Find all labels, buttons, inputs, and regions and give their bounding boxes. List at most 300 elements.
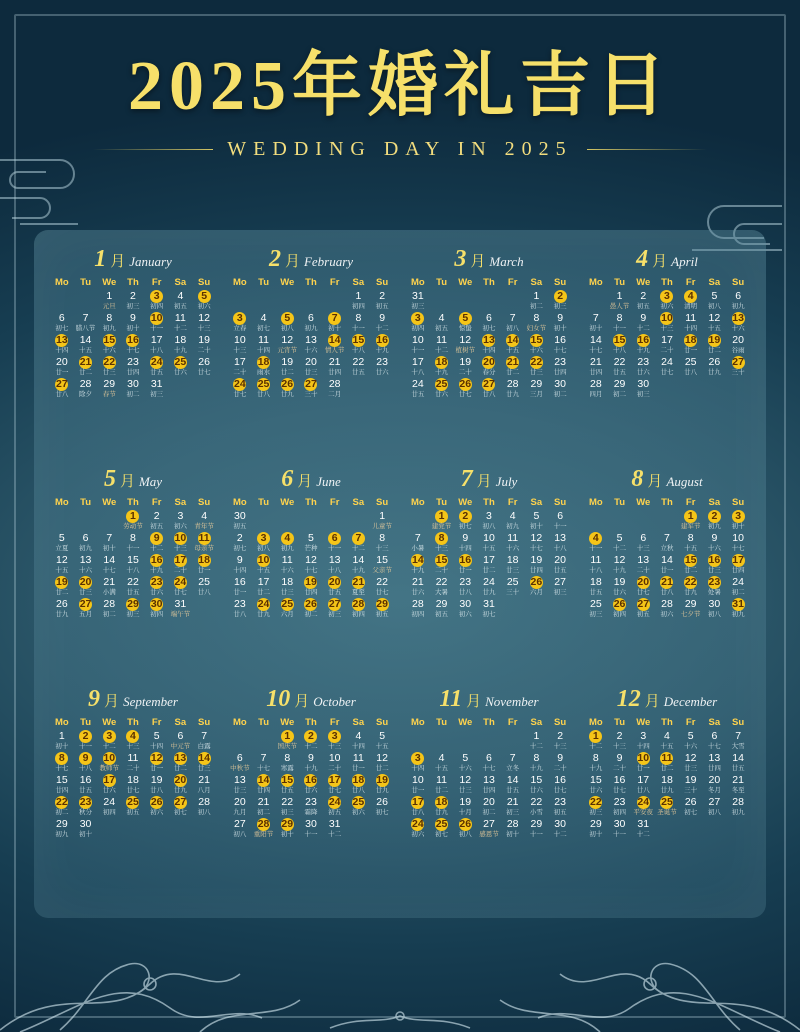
day-cell[interactable] [74, 598, 98, 620]
day-cell[interactable] [74, 730, 98, 752]
day-cell[interactable] [548, 730, 572, 752]
day-cell[interactable] [631, 576, 655, 598]
day-cell[interactable] [726, 554, 750, 576]
day-cell[interactable] [584, 598, 608, 620]
day-cell[interactable] [169, 334, 193, 356]
day-cell[interactable] [370, 598, 394, 620]
day-cell[interactable] [192, 774, 216, 796]
day-cell[interactable] [299, 598, 323, 620]
day-cell[interactable] [525, 290, 549, 312]
day-cell[interactable] [406, 378, 430, 400]
day-cell[interactable] [430, 334, 454, 356]
day-cell[interactable] [608, 378, 632, 400]
day-cell[interactable] [74, 378, 98, 400]
day-cell[interactable] [299, 532, 323, 554]
day-cell[interactable] [370, 334, 394, 356]
day-cell[interactable] [145, 774, 169, 796]
day-cell[interactable] [370, 532, 394, 554]
day-cell[interactable] [548, 510, 572, 532]
day-cell[interactable] [347, 576, 371, 598]
day-cell[interactable] [453, 356, 477, 378]
day-cell[interactable] [501, 532, 525, 554]
day-cell[interactable] [726, 334, 750, 356]
day-cell[interactable] [477, 532, 501, 554]
day-cell[interactable] [97, 576, 121, 598]
day-cell[interactable] [655, 290, 679, 312]
day-cell[interactable] [74, 752, 98, 774]
day-cell[interactable] [169, 752, 193, 774]
day-cell[interactable] [608, 752, 632, 774]
day-cell[interactable] [525, 378, 549, 400]
day-cell[interactable] [584, 378, 608, 400]
day-cell[interactable] [608, 796, 632, 818]
day-cell[interactable] [525, 356, 549, 378]
day-cell[interactable] [228, 334, 252, 356]
day-cell[interactable] [50, 378, 74, 400]
day-cell[interactable] [121, 510, 145, 532]
day-cell[interactable] [501, 752, 525, 774]
day-cell[interactable] [430, 532, 454, 554]
day-cell[interactable] [525, 796, 549, 818]
day-cell[interactable] [501, 818, 525, 840]
day-cell[interactable] [347, 554, 371, 576]
day-cell[interactable] [192, 554, 216, 576]
day-cell[interactable] [584, 752, 608, 774]
day-cell[interactable] [608, 774, 632, 796]
day-cell[interactable] [74, 334, 98, 356]
day-cell[interactable] [679, 554, 703, 576]
day-cell[interactable] [501, 378, 525, 400]
day-cell[interactable] [548, 576, 572, 598]
day-cell[interactable] [584, 532, 608, 554]
day-cell[interactable] [74, 774, 98, 796]
day-cell[interactable] [50, 576, 74, 598]
day-cell[interactable] [275, 796, 299, 818]
day-cell[interactable] [145, 576, 169, 598]
day-cell[interactable] [121, 796, 145, 818]
day-cell[interactable] [228, 312, 252, 334]
day-cell[interactable] [726, 312, 750, 334]
day-cell[interactable] [97, 312, 121, 334]
day-cell[interactable] [370, 796, 394, 818]
day-cell[interactable] [525, 334, 549, 356]
day-cell[interactable] [501, 774, 525, 796]
day-cell[interactable] [406, 796, 430, 818]
day-cell[interactable] [453, 334, 477, 356]
day-cell[interactable] [726, 730, 750, 752]
day-cell[interactable] [252, 752, 276, 774]
day-cell[interactable] [192, 532, 216, 554]
day-cell[interactable] [50, 334, 74, 356]
day-cell[interactable] [548, 796, 572, 818]
day-cell[interactable] [50, 730, 74, 752]
day-cell[interactable] [477, 356, 501, 378]
day-cell[interactable] [145, 356, 169, 378]
day-cell[interactable] [50, 554, 74, 576]
day-cell[interactable] [655, 532, 679, 554]
day-cell[interactable] [501, 356, 525, 378]
day-cell[interactable] [145, 752, 169, 774]
day-cell[interactable] [631, 796, 655, 818]
day-cell[interactable] [323, 334, 347, 356]
day-cell[interactable] [121, 532, 145, 554]
day-cell[interactable] [584, 334, 608, 356]
day-cell[interactable] [501, 796, 525, 818]
day-cell[interactable] [584, 356, 608, 378]
day-cell[interactable] [192, 334, 216, 356]
day-cell[interactable] [608, 312, 632, 334]
day-cell[interactable] [145, 312, 169, 334]
day-cell[interactable] [703, 356, 727, 378]
day-cell[interactable] [679, 730, 703, 752]
day-cell[interactable] [726, 752, 750, 774]
day-cell[interactable] [145, 796, 169, 818]
day-cell[interactable] [631, 730, 655, 752]
day-cell[interactable] [50, 598, 74, 620]
day-cell[interactable] [299, 796, 323, 818]
day-cell[interactable] [655, 554, 679, 576]
day-cell[interactable] [430, 752, 454, 774]
day-cell[interactable] [97, 532, 121, 554]
day-cell[interactable] [525, 312, 549, 334]
day-cell[interactable] [608, 334, 632, 356]
day-cell[interactable] [275, 312, 299, 334]
day-cell[interactable] [631, 356, 655, 378]
day-cell[interactable] [145, 290, 169, 312]
day-cell[interactable] [228, 818, 252, 840]
day-cell[interactable] [192, 752, 216, 774]
day-cell[interactable] [525, 510, 549, 532]
day-cell[interactable] [477, 774, 501, 796]
day-cell[interactable] [501, 312, 525, 334]
day-cell[interactable] [608, 356, 632, 378]
day-cell[interactable] [347, 774, 371, 796]
day-cell[interactable] [323, 730, 347, 752]
day-cell[interactable] [370, 730, 394, 752]
day-cell[interactable] [406, 356, 430, 378]
day-cell[interactable] [655, 356, 679, 378]
day-cell[interactable] [121, 598, 145, 620]
day-cell[interactable] [406, 818, 430, 840]
day-cell[interactable] [323, 774, 347, 796]
day-cell[interactable] [477, 576, 501, 598]
day-cell[interactable] [169, 312, 193, 334]
day-cell[interactable] [430, 356, 454, 378]
day-cell[interactable] [430, 774, 454, 796]
day-cell[interactable] [584, 730, 608, 752]
day-cell[interactable] [703, 774, 727, 796]
day-cell[interactable] [477, 334, 501, 356]
day-cell[interactable] [97, 752, 121, 774]
day-cell[interactable] [548, 752, 572, 774]
day-cell[interactable] [121, 356, 145, 378]
day-cell[interactable] [679, 576, 703, 598]
day-cell[interactable] [453, 796, 477, 818]
day-cell[interactable] [252, 554, 276, 576]
day-cell[interactable] [453, 576, 477, 598]
day-cell[interactable] [323, 532, 347, 554]
day-cell[interactable] [74, 312, 98, 334]
day-cell[interactable] [477, 312, 501, 334]
day-cell[interactable] [370, 290, 394, 312]
day-cell[interactable] [299, 774, 323, 796]
day-cell[interactable] [477, 598, 501, 620]
day-cell[interactable] [525, 818, 549, 840]
day-cell[interactable] [275, 730, 299, 752]
day-cell[interactable] [252, 378, 276, 400]
day-cell[interactable] [192, 576, 216, 598]
day-cell[interactable] [323, 378, 347, 400]
day-cell[interactable] [608, 290, 632, 312]
day-cell[interactable] [679, 796, 703, 818]
day-cell[interactable] [703, 334, 727, 356]
day-cell[interactable] [430, 510, 454, 532]
day-cell[interactable] [145, 334, 169, 356]
day-cell[interactable] [323, 576, 347, 598]
day-cell[interactable] [703, 752, 727, 774]
day-cell[interactable] [145, 532, 169, 554]
day-cell[interactable] [453, 554, 477, 576]
day-cell[interactable] [145, 554, 169, 576]
day-cell[interactable] [169, 774, 193, 796]
day-cell[interactable] [679, 510, 703, 532]
day-cell[interactable] [726, 290, 750, 312]
day-cell[interactable] [525, 532, 549, 554]
day-cell[interactable] [228, 356, 252, 378]
day-cell[interactable] [679, 774, 703, 796]
day-cell[interactable] [703, 290, 727, 312]
day-cell[interactable] [275, 532, 299, 554]
day-cell[interactable] [631, 554, 655, 576]
day-cell[interactable] [169, 356, 193, 378]
day-cell[interactable] [275, 598, 299, 620]
day-cell[interactable] [192, 312, 216, 334]
day-cell[interactable] [631, 290, 655, 312]
day-cell[interactable] [97, 554, 121, 576]
day-cell[interactable] [548, 378, 572, 400]
day-cell[interactable] [347, 356, 371, 378]
day-cell[interactable] [726, 356, 750, 378]
day-cell[interactable] [50, 532, 74, 554]
day-cell[interactable] [703, 510, 727, 532]
day-cell[interactable] [406, 290, 430, 312]
day-cell[interactable] [252, 356, 276, 378]
day-cell[interactable] [323, 312, 347, 334]
day-cell[interactable] [299, 356, 323, 378]
day-cell[interactable] [299, 554, 323, 576]
day-cell[interactable] [97, 356, 121, 378]
day-cell[interactable] [275, 334, 299, 356]
day-cell[interactable] [726, 796, 750, 818]
day-cell[interactable] [477, 510, 501, 532]
day-cell[interactable] [548, 312, 572, 334]
day-cell[interactable] [145, 378, 169, 400]
day-cell[interactable] [228, 796, 252, 818]
day-cell[interactable] [453, 378, 477, 400]
day-cell[interactable] [370, 774, 394, 796]
day-cell[interactable] [679, 752, 703, 774]
day-cell[interactable] [525, 752, 549, 774]
day-cell[interactable] [679, 312, 703, 334]
day-cell[interactable] [121, 774, 145, 796]
day-cell[interactable] [584, 774, 608, 796]
day-cell[interactable] [228, 576, 252, 598]
day-cell[interactable] [74, 818, 98, 840]
day-cell[interactable] [406, 312, 430, 334]
day-cell[interactable] [631, 752, 655, 774]
day-cell[interactable] [275, 818, 299, 840]
day-cell[interactable] [252, 796, 276, 818]
day-cell[interactable] [228, 774, 252, 796]
day-cell[interactable] [192, 730, 216, 752]
day-cell[interactable] [169, 576, 193, 598]
day-cell[interactable] [121, 334, 145, 356]
day-cell[interactable] [323, 796, 347, 818]
day-cell[interactable] [726, 532, 750, 554]
day-cell[interactable] [347, 532, 371, 554]
day-cell[interactable] [655, 576, 679, 598]
day-cell[interactable] [121, 290, 145, 312]
day-cell[interactable] [228, 752, 252, 774]
day-cell[interactable] [631, 532, 655, 554]
day-cell[interactable] [608, 818, 632, 840]
day-cell[interactable] [299, 730, 323, 752]
day-cell[interactable] [548, 356, 572, 378]
day-cell[interactable] [192, 796, 216, 818]
day-cell[interactable] [548, 554, 572, 576]
day-cell[interactable] [228, 598, 252, 620]
day-cell[interactable] [323, 752, 347, 774]
day-cell[interactable] [74, 796, 98, 818]
day-cell[interactable] [121, 312, 145, 334]
day-cell[interactable] [501, 554, 525, 576]
day-cell[interactable] [275, 378, 299, 400]
day-cell[interactable] [501, 510, 525, 532]
day-cell[interactable] [228, 554, 252, 576]
day-cell[interactable] [584, 312, 608, 334]
day-cell[interactable] [430, 576, 454, 598]
day-cell[interactable] [406, 774, 430, 796]
day-cell[interactable] [323, 598, 347, 620]
day-cell[interactable] [50, 312, 74, 334]
day-cell[interactable] [347, 312, 371, 334]
day-cell[interactable] [370, 312, 394, 334]
day-cell[interactable] [477, 378, 501, 400]
day-cell[interactable] [347, 796, 371, 818]
day-cell[interactable] [406, 576, 430, 598]
day-cell[interactable] [631, 334, 655, 356]
day-cell[interactable] [252, 598, 276, 620]
day-cell[interactable] [252, 312, 276, 334]
day-cell[interactable] [275, 576, 299, 598]
day-cell[interactable] [370, 356, 394, 378]
day-cell[interactable] [525, 730, 549, 752]
day-cell[interactable] [584, 554, 608, 576]
day-cell[interactable] [299, 752, 323, 774]
day-cell[interactable] [679, 598, 703, 620]
day-cell[interactable] [74, 532, 98, 554]
day-cell[interactable] [430, 818, 454, 840]
day-cell[interactable] [97, 598, 121, 620]
day-cell[interactable] [145, 510, 169, 532]
day-cell[interactable] [453, 598, 477, 620]
day-cell[interactable] [299, 818, 323, 840]
day-cell[interactable] [703, 796, 727, 818]
day-cell[interactable] [477, 554, 501, 576]
day-cell[interactable] [703, 730, 727, 752]
day-cell[interactable] [608, 554, 632, 576]
day-cell[interactable] [74, 576, 98, 598]
day-cell[interactable] [121, 378, 145, 400]
day-cell[interactable] [584, 818, 608, 840]
day-cell[interactable] [323, 356, 347, 378]
day-cell[interactable] [703, 598, 727, 620]
day-cell[interactable] [169, 290, 193, 312]
day-cell[interactable] [275, 356, 299, 378]
day-cell[interactable] [679, 532, 703, 554]
day-cell[interactable] [323, 554, 347, 576]
day-cell[interactable] [121, 752, 145, 774]
day-cell[interactable] [252, 576, 276, 598]
day-cell[interactable] [347, 598, 371, 620]
day-cell[interactable] [275, 752, 299, 774]
day-cell[interactable] [192, 290, 216, 312]
day-cell[interactable] [406, 752, 430, 774]
day-cell[interactable] [655, 774, 679, 796]
day-cell[interactable] [97, 730, 121, 752]
day-cell[interactable] [655, 334, 679, 356]
day-cell[interactable] [477, 796, 501, 818]
day-cell[interactable] [370, 576, 394, 598]
day-cell[interactable] [501, 576, 525, 598]
day-cell[interactable] [97, 774, 121, 796]
day-cell[interactable] [275, 554, 299, 576]
day-cell[interactable] [169, 554, 193, 576]
day-cell[interactable] [525, 774, 549, 796]
day-cell[interactable] [726, 576, 750, 598]
day-cell[interactable] [608, 730, 632, 752]
day-cell[interactable] [430, 598, 454, 620]
day-cell[interactable] [97, 334, 121, 356]
day-cell[interactable] [252, 774, 276, 796]
day-cell[interactable] [655, 312, 679, 334]
day-cell[interactable] [299, 312, 323, 334]
day-cell[interactable] [608, 532, 632, 554]
day-cell[interactable] [548, 532, 572, 554]
day-cell[interactable] [430, 312, 454, 334]
day-cell[interactable] [501, 334, 525, 356]
day-cell[interactable] [584, 796, 608, 818]
day-cell[interactable] [121, 554, 145, 576]
day-cell[interactable] [169, 730, 193, 752]
day-cell[interactable] [430, 554, 454, 576]
day-cell[interactable] [299, 334, 323, 356]
day-cell[interactable] [252, 818, 276, 840]
day-cell[interactable] [97, 796, 121, 818]
day-cell[interactable] [406, 532, 430, 554]
day-cell[interactable] [50, 796, 74, 818]
day-cell[interactable] [228, 510, 252, 532]
day-cell[interactable] [477, 818, 501, 840]
day-cell[interactable] [145, 730, 169, 752]
day-cell[interactable] [477, 752, 501, 774]
day-cell[interactable] [703, 554, 727, 576]
day-cell[interactable] [631, 378, 655, 400]
day-cell[interactable] [655, 796, 679, 818]
day-cell[interactable] [548, 334, 572, 356]
day-cell[interactable] [679, 290, 703, 312]
day-cell[interactable] [74, 554, 98, 576]
